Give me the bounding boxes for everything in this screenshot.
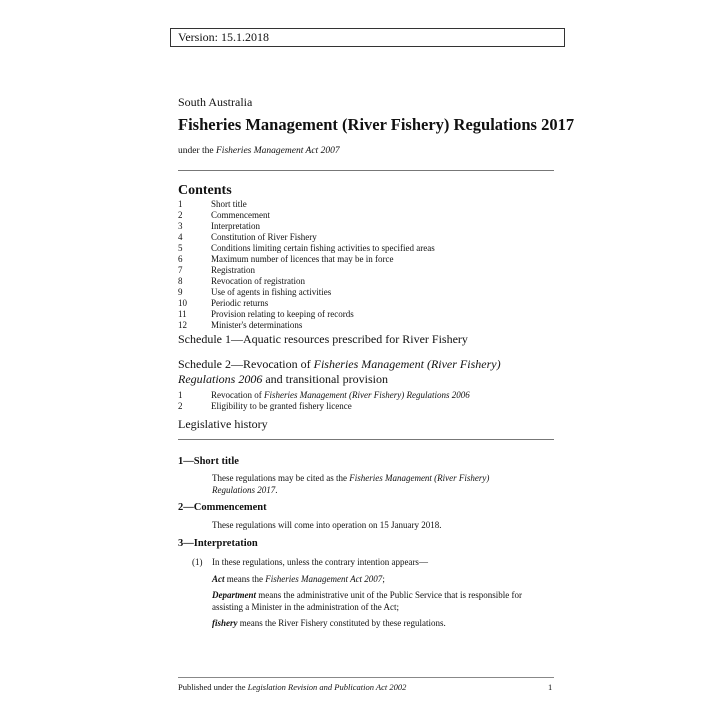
toc-label-prefix: Revocation of (211, 390, 264, 400)
regulation-title: Fisheries Management (River Fishery) Regulations 2017 (178, 115, 575, 134)
toc-number: 4 (178, 232, 183, 242)
toc-number: 5 (178, 243, 183, 253)
section-1-body (212, 472, 557, 496)
toc-item[interactable] (178, 287, 558, 298)
toc-number: 2 (178, 210, 183, 220)
definition-text: means the (224, 574, 266, 584)
definition-text: means the River Fishery constituted by these regulations. (237, 618, 446, 628)
definition-fishery (212, 617, 557, 629)
toc-item[interactable] (178, 254, 558, 265)
defined-term: fishery (212, 618, 238, 628)
section-2-body: These regulations will come into operation on 15 January 2018. (212, 520, 442, 530)
toc-label: Eligibility to be granted fishery licence (211, 401, 352, 411)
toc-label: Periodic returns (211, 298, 269, 308)
toc-label: Minister's determinations (211, 320, 303, 330)
toc-item[interactable] (178, 265, 558, 276)
section-1-heading: 1—Short title (178, 456, 239, 467)
toc-item[interactable] (178, 232, 558, 243)
toc-number: 10 (178, 298, 187, 308)
defined-term: Act (212, 574, 225, 584)
section-1-line-1 (212, 472, 557, 484)
definition-department (212, 589, 557, 613)
subsection-number: (1) (192, 557, 203, 567)
toc-label (211, 390, 470, 401)
toc-label: Constitution of River Fishery (211, 232, 317, 242)
footer-publication-note (178, 682, 406, 692)
schedule-2-line-2 (178, 372, 501, 387)
toc-label-italic: Fisheries Management (River Fishery) Regulations 2006 (264, 390, 470, 400)
toc-number: 1 (178, 199, 183, 209)
section-1-suffix: . (275, 485, 278, 495)
toc-number: 11 (178, 309, 187, 319)
definition-line-2: assisting a Minister in the administration of the Act; (212, 602, 399, 612)
toc-item[interactable] (178, 401, 558, 412)
toc-number: 2 (178, 401, 183, 411)
footer-divider (178, 677, 554, 678)
toc-label: Use of agents in fishing activities (211, 287, 332, 297)
toc-number: 9 (178, 287, 183, 297)
toc-label: Interpretation (211, 221, 260, 231)
section-1-text: These regulations may be cited as the (212, 473, 350, 483)
toc-number: 1 (178, 390, 183, 400)
divider (178, 170, 554, 171)
divider (178, 439, 554, 440)
toc-number: 6 (178, 254, 183, 264)
definition-act (212, 573, 557, 585)
toc-number: 8 (178, 276, 183, 286)
contents-heading: Contents (178, 183, 232, 198)
toc-schedule-2[interactable] (178, 357, 501, 387)
toc-label: Registration (211, 265, 255, 275)
toc-label: Commencement (211, 210, 270, 220)
toc-item[interactable] (178, 221, 558, 232)
definition-text: means the administrative unit of the Public Service that is responsible for (256, 590, 522, 600)
definition-suffix: ; (382, 574, 385, 584)
enabling-act-line (178, 146, 340, 156)
footer-act-name: Legislation Revision and Publication Act 2002 (247, 682, 407, 692)
toc-label: Short title (211, 199, 247, 209)
toc-item[interactable] (178, 276, 558, 287)
section-1-italic: Regulations 2017 (212, 485, 276, 495)
toc-number: 7 (178, 265, 183, 275)
toc-item[interactable] (178, 199, 558, 210)
toc-item[interactable] (178, 320, 558, 331)
toc-legislative-history[interactable]: Legislative history (178, 417, 268, 431)
defined-term: Department (212, 590, 256, 600)
enabling-act-name: Fisheries Management Act 2007 (216, 146, 340, 156)
jurisdiction: South Australia (178, 95, 253, 109)
toc-item[interactable] (178, 298, 558, 309)
section-3-intro: In these regulations, unless the contrary intention appears— (212, 557, 428, 567)
schedule-2-prefix: Schedule 2—Revocation of (178, 357, 314, 371)
toc-item[interactable] (178, 390, 558, 401)
section-1-line-2 (212, 484, 557, 496)
section-3-heading: 3—Interpretation (178, 538, 258, 549)
toc-schedule-1[interactable]: Schedule 1—Aquatic resources prescribed for River Fishery (178, 332, 468, 346)
section-2-heading: 2—Commencement (178, 502, 267, 513)
footer-prefix: Published under the (178, 682, 248, 692)
definition-line-1 (212, 589, 557, 601)
schedule-2-suffix: and transitional provision (262, 372, 388, 386)
toc-item[interactable] (178, 210, 558, 221)
toc-label: Conditions limiting certain fishing activities to specified areas (211, 243, 435, 253)
schedule-2-contents (178, 390, 558, 412)
toc-label: Provision relating to keeping of records (211, 309, 354, 319)
page-number: 1 (548, 682, 553, 692)
definition-italic: Fisheries Management Act 2007 (265, 574, 383, 584)
toc-label: Maximum number of licences that may be in force (211, 254, 394, 264)
version-label: Version: 15.1.2018 (170, 28, 565, 47)
toc-number: 12 (178, 320, 187, 330)
toc-item[interactable] (178, 309, 558, 320)
schedule-2-italic-a: Fisheries Management (River Fishery) (313, 357, 501, 371)
section-1-italic: Fisheries Management (River Fishery) (349, 473, 490, 483)
schedule-2-line-1 (178, 357, 501, 372)
contents-list (178, 199, 558, 331)
under-prefix: under the (178, 146, 216, 156)
toc-item[interactable] (178, 243, 558, 254)
toc-number: 3 (178, 221, 183, 231)
toc-label: Revocation of registration (211, 276, 305, 286)
schedule-2-italic-b: Regulations 2006 (178, 372, 263, 386)
